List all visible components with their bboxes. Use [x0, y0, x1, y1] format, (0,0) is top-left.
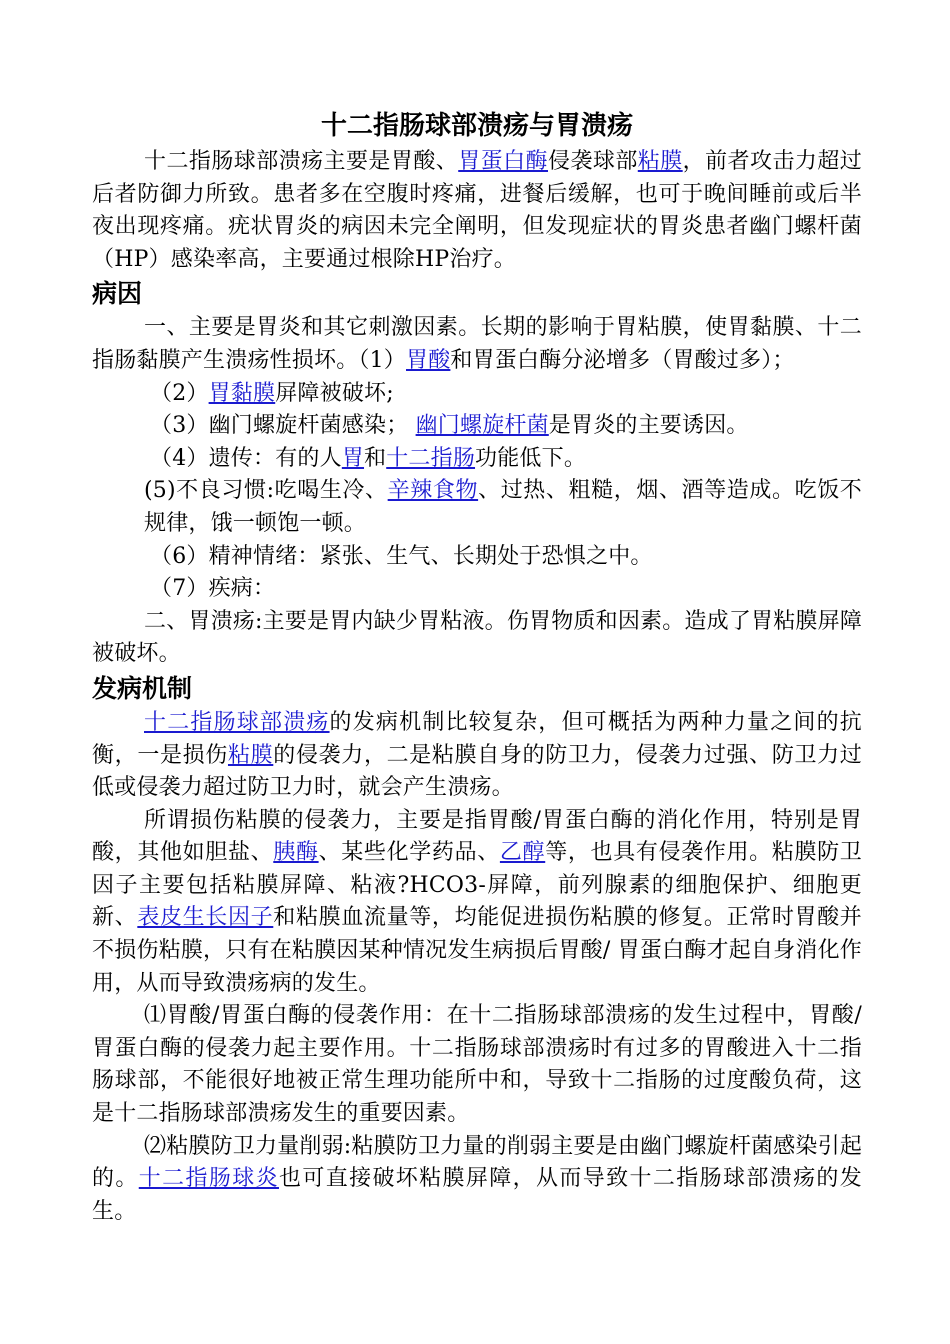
link-pancreatic-enzyme[interactable]: 胰酶 [273, 840, 319, 866]
text: 屏障被破坏; [275, 380, 394, 406]
text: 的侵袭力，二是粘膜自身的防卫力，侵袭力过强、防卫力过低或侵袭力超过防卫力时，就会产生溃疡。 [92, 742, 863, 801]
text: 所谓损伤粘膜的侵袭力，主要是指胃酸/胃蛋白酶的消化作用，特别是胃酸，其他如胆盐、 [92, 807, 862, 866]
text: 也可直接破坏粘膜屏障，从而导致十二指肠球部溃疡的发生。 [92, 1166, 863, 1224]
cause-item-5 [92, 475, 862, 540]
text: 和 [364, 445, 387, 471]
mech-paragraph-1 [92, 707, 862, 805]
text: ，前者攻击力超过后者防御力所致。患者多在空腹时疼痛，进餐后缓解，也可于晚间睡前或后半夜出现疼痛。疣状胃炎的病因未完全阐明，但发现症状的胃炎患者幽门螺杆菌（HP）感染率高，主要通过根除HP治疗。 [92, 149, 862, 272]
link-mucosa-2[interactable]: 粘膜 [227, 742, 274, 768]
text: 十二指肠球部溃疡主要是胃酸、 [144, 149, 459, 174]
intro-paragraph [92, 146, 862, 276]
text: 和粘膜血流量等，均能促进损伤粘膜的修复。正常时胃酸并不损伤粘膜，只有在粘膜因某种情况发生病损后胃酸/ 胃蛋白酶才起自身消化作用，从而导致溃疡病的发生。 [92, 905, 863, 996]
text: （2） [150, 380, 209, 406]
link-gastric-mucosa[interactable]: 胃黏膜 [208, 380, 276, 406]
link-ethanol[interactable]: 乙醇 [499, 840, 546, 866]
text: 的发病机制比较复杂，但可概括为两种力量之间的抗衡，一是损伤 [92, 709, 862, 768]
mech-paragraph-3: ⑴胃酸/胃蛋白酶的侵袭作用：在十二指肠球部溃疡的发生过程中，胃酸/胃蛋白酶的侵袭力起主要作用。十二指肠球部溃疡时有过多的胃酸进入十二指肠球部，不能很好地被正常生理功能所中和，导致十二指肠的过度酸负荷，这是十二指肠球部溃疡发生的重要因素。 [92, 1003, 862, 1127]
mech-paragraph-4 [92, 1131, 862, 1229]
link-gastric-acid[interactable]: 胃酸 [406, 347, 451, 373]
cause-item-3 [92, 410, 862, 443]
text: (5)不良习惯:吃喝生冷、 [144, 478, 388, 504]
heading-cause: 病因 [92, 279, 143, 309]
text: 是胃炎的主要诱因。 [548, 413, 749, 439]
text: 等，也具有侵袭作用。粘膜防卫因子主要包括粘膜屏障、粘液?HCO3-屏障，前列腺素的细胞保护、细胞更新、 [92, 840, 862, 931]
link-egf[interactable]: 表皮生长因子 [137, 905, 274, 931]
cause-item-2 [92, 378, 862, 411]
cause-item-7: （7）疾病： [150, 576, 276, 602]
text: ⑵粘膜防卫力量削弱:粘膜防卫力量的削弱主要是由幽门螺旋杆菌感染引起的。 [92, 1133, 863, 1192]
text: （4）遗传：有的人 [150, 445, 342, 471]
text: 、某些化学药品、 [318, 840, 500, 866]
page-title: 十二指肠球部溃疡与胃溃疡 [320, 111, 633, 141]
text: （3）幽门螺旋杆菌感染； [150, 413, 416, 439]
heading-mechanism: 发病机制 [92, 673, 193, 703]
cause-paragraph-1 [92, 312, 862, 377]
text: 侵袭球部 [548, 149, 638, 174]
text: 功能低下。 [475, 445, 587, 471]
cause-item-6: （6）精神情绪：紧张、生气、长期处于恐惧之中。 [150, 543, 653, 569]
link-stomach[interactable]: 胃 [341, 445, 365, 471]
text: 、过热、粗糙，烟、酒等造成。吃饭不规律，饿一顿饱一顿。 [144, 478, 862, 536]
cause-paragraph-2: 二、胃溃疡:主要是胃内缺少胃粘液。伤胃物质和因素。造成了胃粘膜屏障被破坏。 [92, 608, 863, 667]
link-duodenitis[interactable]: 十二指肠球炎 [138, 1166, 279, 1192]
link-spicy-food[interactable]: 辛辣食物 [387, 478, 479, 504]
text: 和胃蛋白酶分泌增多（胃酸过多）； [450, 347, 795, 373]
mech-paragraph-2 [92, 805, 862, 1001]
link-pepsin[interactable]: 胃蛋白酶 [458, 149, 548, 174]
link-helicobacter[interactable]: 幽门螺旋杆菌 [415, 413, 549, 439]
text: 一、主要是胃炎和其它刺激因素。长期的影响于胃粘膜，使胃黏膜、十二指肠黏膜产生溃疡性损坏。（1） [92, 315, 862, 373]
link-duodenal-ulcer[interactable]: 十二指肠球部溃疡 [144, 709, 330, 735]
document-page [92, 108, 862, 1228]
link-mucosa[interactable]: 粘膜 [637, 149, 683, 174]
link-duodenum[interactable]: 十二指肠 [386, 445, 476, 471]
cause-item-4 [92, 443, 862, 476]
